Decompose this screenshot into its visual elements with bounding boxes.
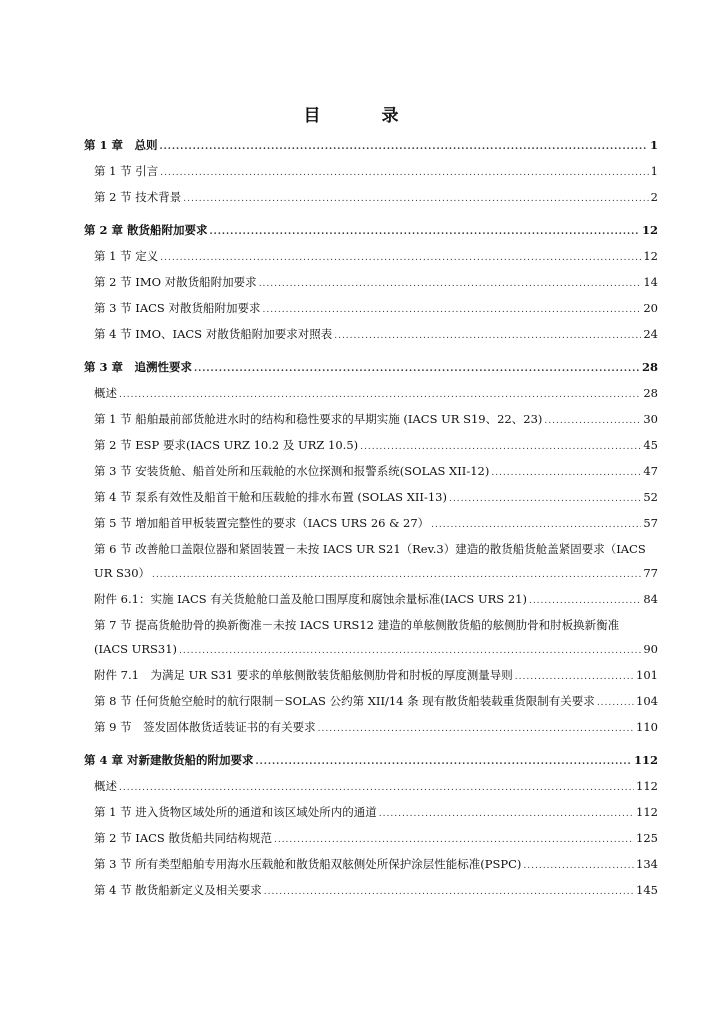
dot-leader xyxy=(119,383,641,407)
toc-entry-label-continued: (IACS URS31) xyxy=(94,642,178,656)
toc-entry[interactable] xyxy=(84,296,658,320)
toc-entry[interactable] xyxy=(84,433,658,457)
toc-entry[interactable] xyxy=(84,185,658,209)
dot-leader xyxy=(318,717,634,741)
toc-entry-label: 第 4 节 泵系有效性及船首干舱和压载舱的排水布置 (SOLAS XII-13) xyxy=(94,490,447,504)
dot-leader xyxy=(179,639,641,663)
toc-page-number: 28 xyxy=(641,360,658,374)
toc-entry[interactable] xyxy=(84,407,658,431)
toc-entry[interactable] xyxy=(84,159,658,183)
toc-chapter-label: 第 4 章 对新建散货船的附加要求 xyxy=(84,753,254,767)
toc-entry-label: 第 4 节 散货船新定义及相关要求 xyxy=(94,883,262,897)
toc-chapter[interactable] xyxy=(84,218,658,242)
toc-page-number: 1 xyxy=(650,164,658,178)
toc-page-number: 1 xyxy=(649,138,658,152)
toc-page-number: 52 xyxy=(643,490,658,504)
toc-entry-label: 第 2 节 IACS 散货船共同结构规范 xyxy=(94,831,272,845)
toc-entry-continuation xyxy=(94,637,658,661)
toc-entry[interactable] xyxy=(84,878,658,902)
dot-leader xyxy=(152,563,641,587)
toc-entry[interactable] xyxy=(84,689,658,713)
toc-entry[interactable] xyxy=(84,322,658,346)
dot-leader xyxy=(264,880,634,904)
toc-page-number: 112 xyxy=(636,805,658,819)
page-title: 目 录 xyxy=(303,106,421,126)
dot-leader xyxy=(210,220,640,244)
toc-entry[interactable] xyxy=(84,511,658,535)
toc-chapter-label: 第 1 章 总则 xyxy=(84,138,158,152)
toc-entry[interactable] xyxy=(84,774,658,798)
table-of-contents xyxy=(84,130,658,902)
toc-page-number: 14 xyxy=(643,275,658,289)
dot-leader xyxy=(334,324,641,348)
dot-leader xyxy=(597,691,634,715)
toc-entry-label: 第 1 节 定义 xyxy=(94,249,159,263)
dot-leader xyxy=(379,802,634,826)
toc-entry[interactable] xyxy=(84,244,658,268)
toc-entry-label: 第 2 节 技术背景 xyxy=(94,190,182,204)
toc-entry[interactable] xyxy=(84,613,658,661)
toc-entry-label: 第 1 节 进入货物区域处所的通道和该区域处所内的通道 xyxy=(94,805,377,819)
dot-leader xyxy=(194,357,640,381)
dot-leader xyxy=(160,161,648,185)
toc-entry-label: 第 2 节 ESP 要求(IACS URZ 10.2 及 URZ 10.5) xyxy=(94,438,359,452)
dot-leader xyxy=(360,435,641,459)
toc-entry-label: 第 2 节 IMO 对散货船附加要求 xyxy=(94,275,257,289)
toc-entry[interactable] xyxy=(84,485,658,509)
toc-page-number: 104 xyxy=(636,694,658,708)
dot-leader xyxy=(183,187,648,211)
toc-entry-label: 第 3 节 IACS 对散货船附加要求 xyxy=(94,301,261,315)
toc-entry[interactable] xyxy=(84,663,658,687)
toc-entry-label: 第 1 节 引言 xyxy=(94,164,159,178)
toc-entry[interactable] xyxy=(84,800,658,824)
toc-entry-label: 第 9 节 签发固体散货适装证书的有关要求 xyxy=(94,720,316,734)
toc-entry-label: 第 3 节 所有类型船舶专用海水压载舱和散货船双舷侧处所保护涂层性能标准(PSPC) xyxy=(94,857,522,871)
toc-page-number: 101 xyxy=(636,668,658,682)
toc-page-number: 77 xyxy=(643,566,658,580)
toc-page-number: 24 xyxy=(643,327,658,341)
toc-page-number: 28 xyxy=(643,386,658,400)
toc-page-number: 90 xyxy=(643,642,658,656)
toc-entry[interactable] xyxy=(84,381,658,405)
toc-page-number: 134 xyxy=(636,857,658,871)
toc-page-number: 2 xyxy=(650,190,658,204)
toc-entry-label: 附件 6.1：实施 IACS 有关货舱舱口盖及舱口围厚度和腐蚀余量标准(IACS URS 21) xyxy=(94,592,527,606)
dot-leader xyxy=(256,750,632,774)
toc-entry[interactable] xyxy=(84,459,658,483)
toc-page-number: 112 xyxy=(633,753,658,767)
dot-leader xyxy=(491,461,641,485)
toc-entry-label: 第 4 节 IMO、IACS 对散货船附加要求对照表 xyxy=(94,327,333,341)
toc-chapter-label: 第 3 章 追溯性要求 xyxy=(84,360,193,374)
dot-leader xyxy=(523,854,634,878)
toc-page-number: 20 xyxy=(643,301,658,315)
toc-chapter-label: 第 2 章 散货船附加要求 xyxy=(84,223,208,237)
toc-entry-label: 第 1 节 船舶最前部货舱进水时的结构和稳性要求的早期实施 (IACS UR S19、22、23) xyxy=(94,412,543,426)
dot-leader xyxy=(274,828,634,852)
dot-leader xyxy=(529,589,641,613)
dot-leader xyxy=(119,776,634,800)
toc-entry[interactable] xyxy=(84,826,658,850)
toc-page-number: 84 xyxy=(643,592,658,606)
toc-entry-label: 第 6 节 改善舱口盖限位器和紧固装置－未按 IACS UR S21（Rev.3）建造的散货船货舱盖紧固要求（IACS xyxy=(94,542,646,556)
toc-page-number: 12 xyxy=(641,223,658,237)
dot-leader xyxy=(449,487,641,511)
toc-entry-label: 概述 xyxy=(94,386,117,400)
dot-leader xyxy=(259,272,642,296)
toc-page-number: 112 xyxy=(636,779,658,793)
dot-leader xyxy=(515,665,634,689)
toc-page-number: 57 xyxy=(643,516,658,530)
toc-entry-label: 第 3 节 安装货舱、船首处所和压载舱的水位探测和报警系统(SOLAS XII-12) xyxy=(94,464,490,478)
toc-entry[interactable] xyxy=(84,270,658,294)
dot-leader xyxy=(160,246,641,270)
toc-page-number: 45 xyxy=(643,438,658,452)
toc-chapter[interactable] xyxy=(84,133,658,157)
toc-entry-label: 概述 xyxy=(94,779,117,793)
toc-page-number: 125 xyxy=(636,831,658,845)
toc-entry-label: 附件 7.1 为满足 UR S31 要求的单舷侧散装货船舷侧肋骨和肘板的厚度测量导则 xyxy=(94,668,513,682)
dot-leader xyxy=(160,135,648,159)
toc-page-number: 30 xyxy=(643,412,658,426)
toc-page-number: 145 xyxy=(636,883,658,897)
toc-page-number: 12 xyxy=(643,249,658,263)
toc-entry-label: 第 7 节 提高货舱肋骨的换新衡准－未按 IACS URS12 建造的单舷侧散货船的舷侧肋骨和肘板换新衡准 xyxy=(94,618,620,632)
toc-entry[interactable] xyxy=(84,537,658,585)
toc-chapter[interactable] xyxy=(84,355,658,379)
toc-entry-label: 第 5 节 增加船首甲板装置完整性的要求（IACS URS 26 & 27） xyxy=(94,516,430,530)
dot-leader xyxy=(431,513,641,537)
toc-entry-continuation xyxy=(94,561,658,585)
toc-entry-label: 第 8 节 任何货舱空舱时的航行限制－SOLAS 公约第 XII/14 条 现有散货船装载重货限制有关要求 xyxy=(94,694,595,708)
toc-entry[interactable] xyxy=(84,587,658,611)
toc-entry[interactable] xyxy=(84,852,658,876)
toc-entry-label-continued: UR S30） xyxy=(94,566,151,580)
toc-chapter[interactable] xyxy=(84,748,658,772)
toc-entry[interactable] xyxy=(84,715,658,739)
toc-page-number: 47 xyxy=(643,464,658,478)
dot-leader xyxy=(262,298,641,322)
dot-leader xyxy=(544,409,641,433)
toc-page-number: 110 xyxy=(636,720,658,734)
